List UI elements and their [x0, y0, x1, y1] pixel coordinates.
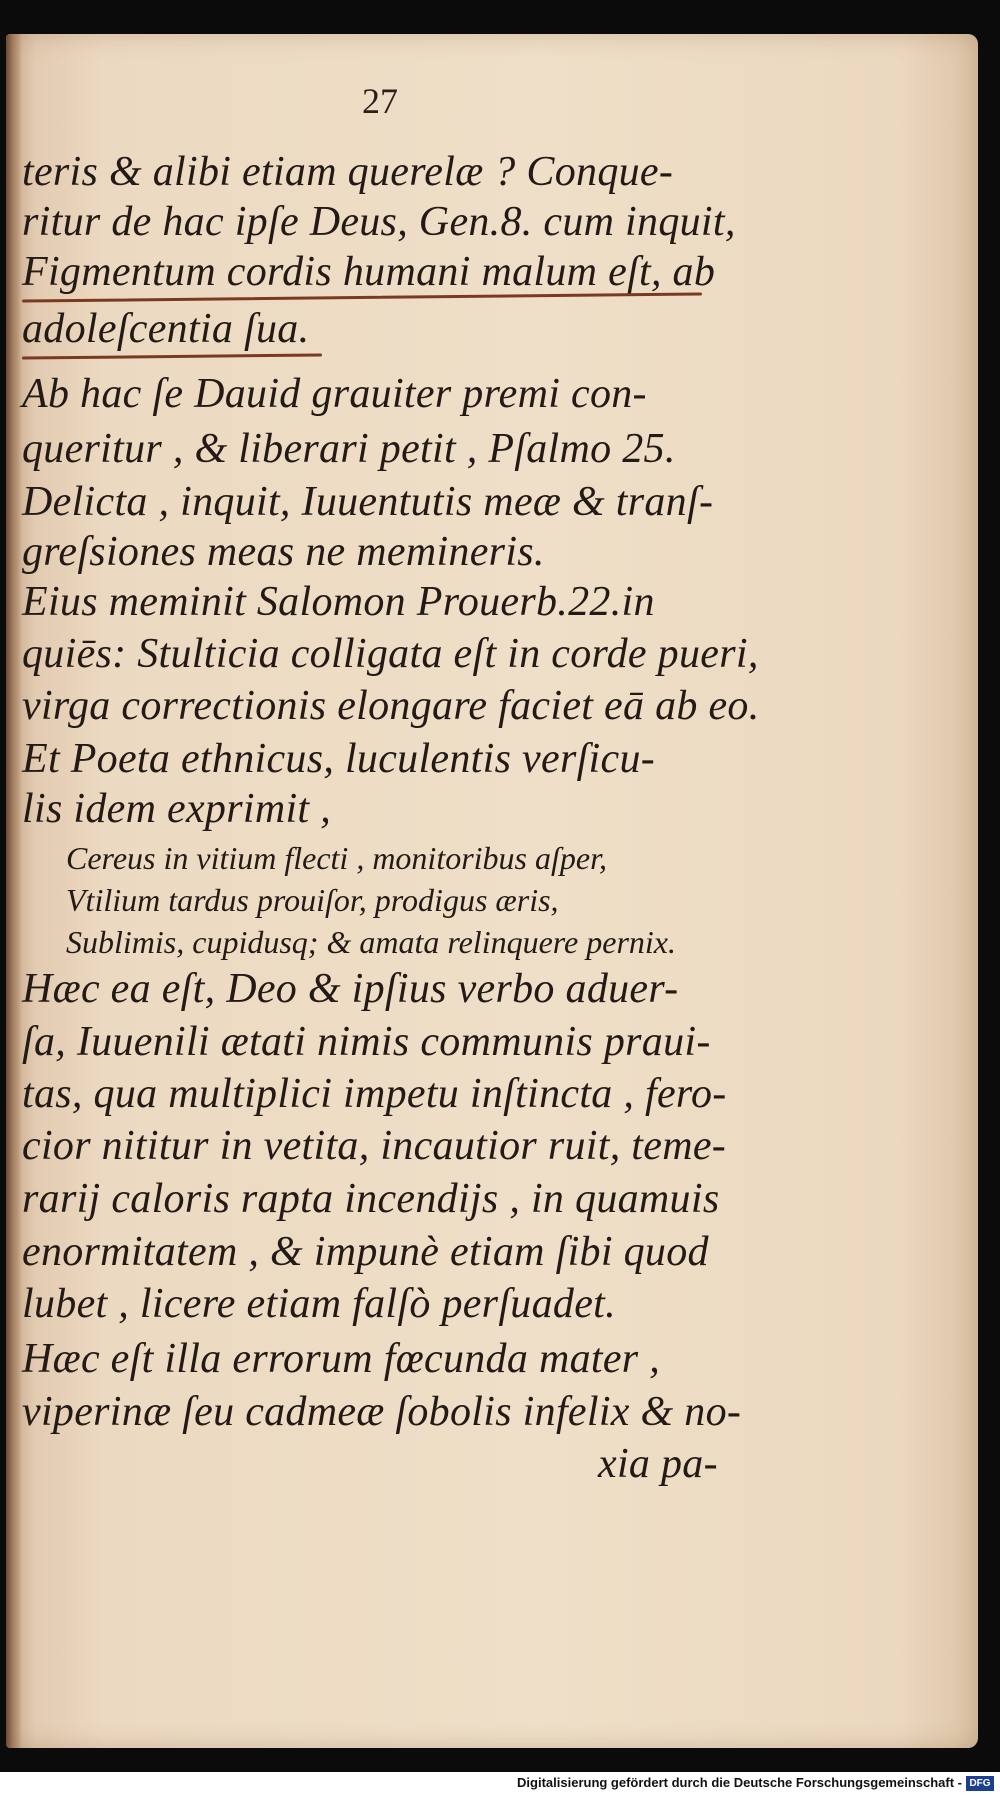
- text-line: cior nititur in vetita, incautior ruit, teme-: [22, 1123, 727, 1169]
- text-line: Ab hac ſe Dauid grauiter premi con-: [22, 371, 647, 417]
- verse-line: Sublimis, cupidusq; & amata relinquere pernix.: [66, 924, 676, 960]
- catchword: xia pa-: [598, 1441, 718, 1487]
- text-line: ſa, Iuuenili ætati nimis communis praui-: [22, 1019, 711, 1065]
- text-line: greſsiones meas ne memineris.: [22, 529, 545, 575]
- text-line: rarij caloris rapta incendijs , in quamuis: [22, 1176, 720, 1222]
- text-line: virga correctionis elongare faciet eā ab eo.: [22, 683, 760, 729]
- verse-line: Vtilium tardus prouiſor, prodigus æris,: [66, 882, 559, 918]
- text-line: viperinæ ſeu cadmeæ ſobolis infelix & no-: [22, 1389, 742, 1435]
- text-line: tas, qua multiplici impetu inſtincta , fero-: [22, 1071, 727, 1117]
- funding-credit: Digitalisierung gefördert durch die Deutsche Forschungsgemeinschaft -: [517, 1775, 962, 1790]
- page-binding-edge: [6, 34, 22, 1748]
- text-line: teris & alibi etiam querelæ ? Conque-: [22, 149, 674, 195]
- dfg-logo: DFG: [966, 1776, 994, 1791]
- text-line: lis idem exprimit ,: [22, 786, 331, 832]
- text-line: ritur de hac ipſe Deus, Gen.8. cum inquit,: [22, 199, 736, 245]
- page-number: 27: [362, 81, 398, 121]
- text-line: lubet , licere etiam falſò perſuadet.: [22, 1281, 616, 1327]
- text-line: enormitatem , & impunè etiam ſibi quod: [22, 1229, 709, 1275]
- text-line: Eius meminit Salomon Prouerb.22.in: [22, 579, 655, 625]
- text-line: queritur , & liberari petit , Pſalmo 25.: [22, 426, 676, 472]
- text-line: Delicta , inquit, Iuuentutis meæ & tranſ-: [22, 479, 714, 525]
- text-line: Et Poeta ethnicus, luculentis verſicu-: [22, 736, 656, 782]
- text-line: Figmentum cordis humani malum eſt, ab: [22, 249, 716, 295]
- text-line: quiēs: Stulticia colligata eſt in corde pueri,: [22, 631, 759, 677]
- verse-line: Cereus in vitium flecti , monitoribus aſper,: [66, 840, 607, 876]
- text-line: adoleſcentia ſua.: [22, 306, 310, 352]
- text-line: Hæc eſt illa errorum fœcunda mater ,: [22, 1336, 661, 1382]
- text-line: Hæc ea eſt, Deo & ipſius verbo aduer-: [22, 966, 679, 1012]
